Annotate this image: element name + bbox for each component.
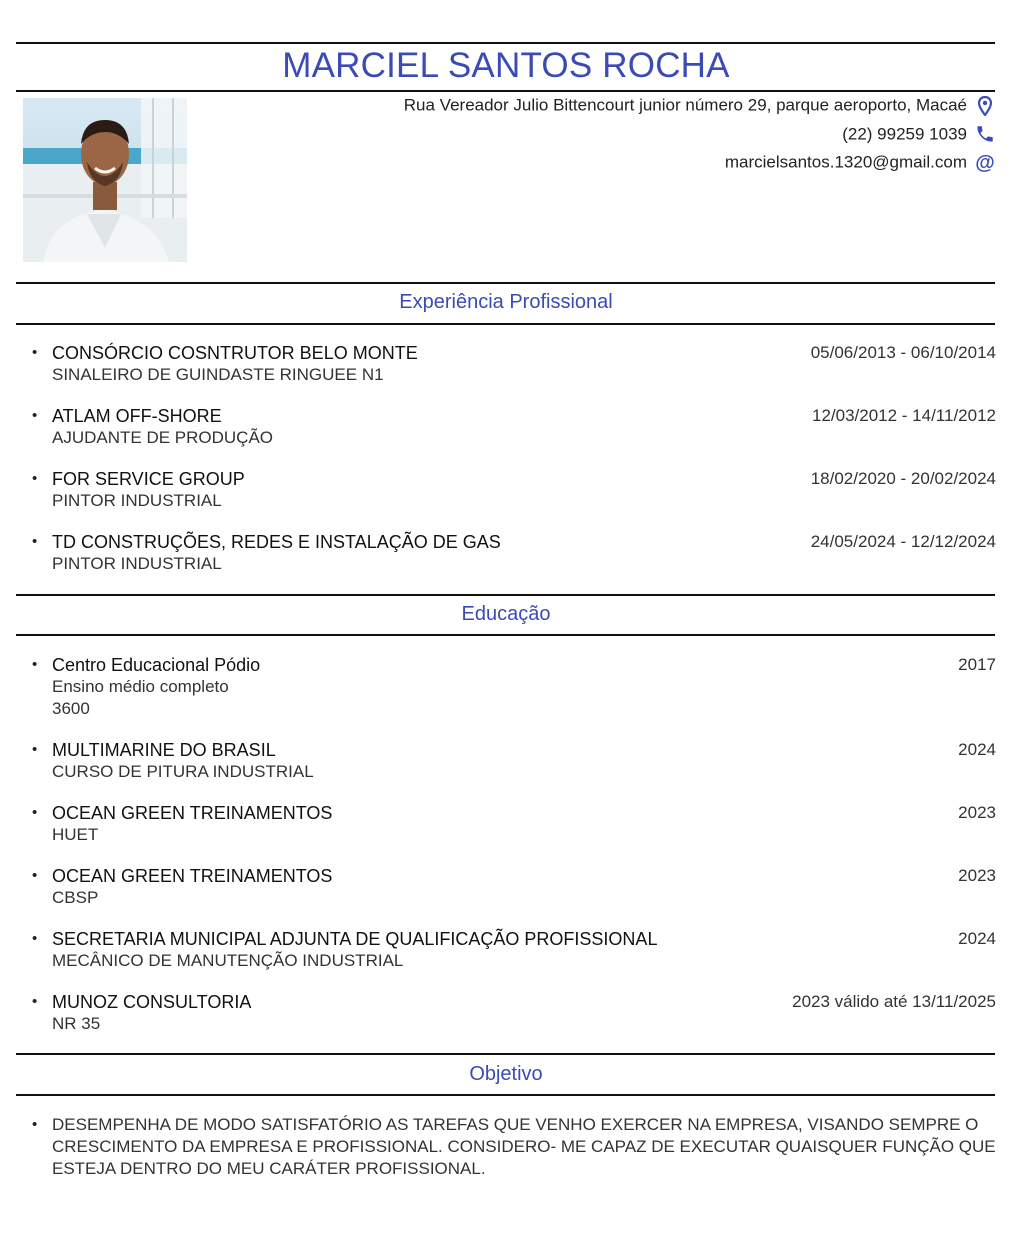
objective-text: DESEMPENHA DE MODO SATISFATÓRIO AS TAREFAS QUE VENHO EXERCER NA EMPRESA, VISANDO SEMPRE O CRESCIMENTO DA EMPRESA E PROFISSIONAL. CONSIDERO- ME CAPAZ DE EXECUTAR QUAISQUER FUNÇÃO QUE ESTEJA DENTRO DO MEU CARÁTER PROFISSIONAL. — [52, 1115, 996, 1178]
education-year: 2017 — [958, 655, 996, 674]
education-rule-bottom — [16, 634, 995, 636]
bullet: • — [32, 656, 38, 673]
education-item — [28, 865, 996, 909]
phone-row — [404, 122, 995, 151]
experience-list — [28, 342, 996, 575]
job-role: SINALEIRO DE GUINDASTE RINGUEE N1 — [52, 365, 384, 384]
education-title: Educação — [461, 603, 551, 625]
objective-rule-top — [16, 1053, 995, 1055]
course-name: CBSP — [52, 888, 99, 907]
company-name: TD CONSTRUÇÕES, REDES E INSTALAÇÃO DE GAS — [52, 532, 501, 552]
company-name: FOR SERVICE GROUP — [52, 469, 245, 489]
profile-photo — [23, 98, 187, 262]
education-year: 2023 — [958, 803, 996, 822]
institution-name: OCEAN GREEN TREINAMENTOS — [52, 866, 333, 886]
bullet: • — [32, 1116, 38, 1133]
job-role: AJUDANTE DE PRODUÇÃO — [52, 428, 274, 447]
address-row — [404, 93, 995, 122]
experience-rule-bottom — [16, 323, 995, 325]
education-item — [28, 802, 996, 846]
contact-block — [404, 93, 995, 179]
bullet: • — [32, 533, 38, 550]
institution-name: Centro Educacional Pódio — [52, 655, 261, 675]
email-text: marcielsantos.1320@gmail.com — [724, 152, 967, 172]
education-item — [28, 654, 996, 720]
education-year: 2024 — [958, 929, 996, 948]
job-role: PINTOR INDUSTRIAL — [52, 554, 222, 573]
course-name: MECÂNICO DE MANUTENÇÃO INDUSTRIAL — [52, 951, 404, 970]
objective-rule-bottom — [16, 1094, 995, 1096]
bullet: • — [32, 993, 38, 1010]
objective-title: Objetivo — [469, 1063, 543, 1085]
objective-block — [28, 1114, 996, 1180]
objective-item — [28, 1114, 996, 1180]
course-name: HUET — [52, 825, 99, 844]
at-icon: @ — [975, 151, 995, 174]
education-item — [28, 928, 996, 972]
date-range: 18/02/2020 - 20/02/2024 — [810, 469, 996, 488]
course-name: CURSO DE PITURA INDUSTRIAL — [52, 762, 314, 781]
company-name: ATLAM OFF-SHORE — [52, 406, 222, 426]
job-role: PINTOR INDUSTRIAL — [52, 491, 222, 510]
education-item — [28, 991, 996, 1035]
bullet: • — [32, 407, 38, 424]
name-rule — [16, 90, 995, 92]
course-name: NR 35 — [52, 1014, 101, 1033]
education-item — [28, 739, 996, 783]
experience-item — [28, 405, 996, 449]
date-range: 05/06/2013 - 06/10/2014 — [810, 343, 996, 362]
company-name: CONSÓRCIO COSNTRUTOR BELO MONTE — [52, 343, 418, 363]
institution-name: MUNOZ CONSULTORIA — [52, 992, 252, 1012]
date-range: 24/05/2024 - 12/12/2024 — [810, 532, 996, 551]
institution-name: SECRETARIA MUNICIPAL ADJUNTA DE QUALIFICAÇÃO PROFISSIONAL — [52, 929, 658, 949]
bullet: • — [32, 344, 38, 361]
institution-name: MULTIMARINE DO BRASIL — [52, 740, 276, 760]
top-rule — [16, 42, 995, 44]
bullet: • — [32, 867, 38, 884]
map-pin-icon — [975, 96, 995, 116]
institution-name: OCEAN GREEN TREINAMENTOS — [52, 803, 333, 823]
education-list — [28, 654, 996, 1035]
date-range: 12/03/2012 - 14/11/2012 — [811, 406, 996, 425]
education-year: 2023 — [958, 866, 996, 885]
phone-icon — [975, 124, 995, 144]
education-rule-top — [16, 594, 995, 596]
bullet: • — [32, 930, 38, 947]
experience-rule-top — [16, 282, 995, 284]
bullet: • — [32, 804, 38, 821]
phone-text: (22) 99259 1039 — [842, 124, 967, 144]
bullet: • — [32, 741, 38, 758]
course-hours: 3600 — [52, 699, 90, 718]
experience-item — [28, 468, 996, 512]
experience-item — [28, 531, 996, 575]
candidate-name: MARCIEL SANTOS ROCHA — [282, 46, 730, 85]
address-text: Rua Vereador Julio Bittencourt junior número 29, parque aeroporto, Macaé — [403, 95, 967, 115]
experience-item — [28, 342, 996, 386]
bullet: • — [32, 470, 38, 487]
education-year: 2024 — [958, 740, 996, 759]
education-year: 2023 válido até 13/11/2025 — [792, 992, 996, 1011]
experience-title: Experiência Profissional — [399, 291, 613, 313]
email-row — [404, 150, 995, 179]
course-name: Ensino médio completo — [52, 677, 229, 696]
